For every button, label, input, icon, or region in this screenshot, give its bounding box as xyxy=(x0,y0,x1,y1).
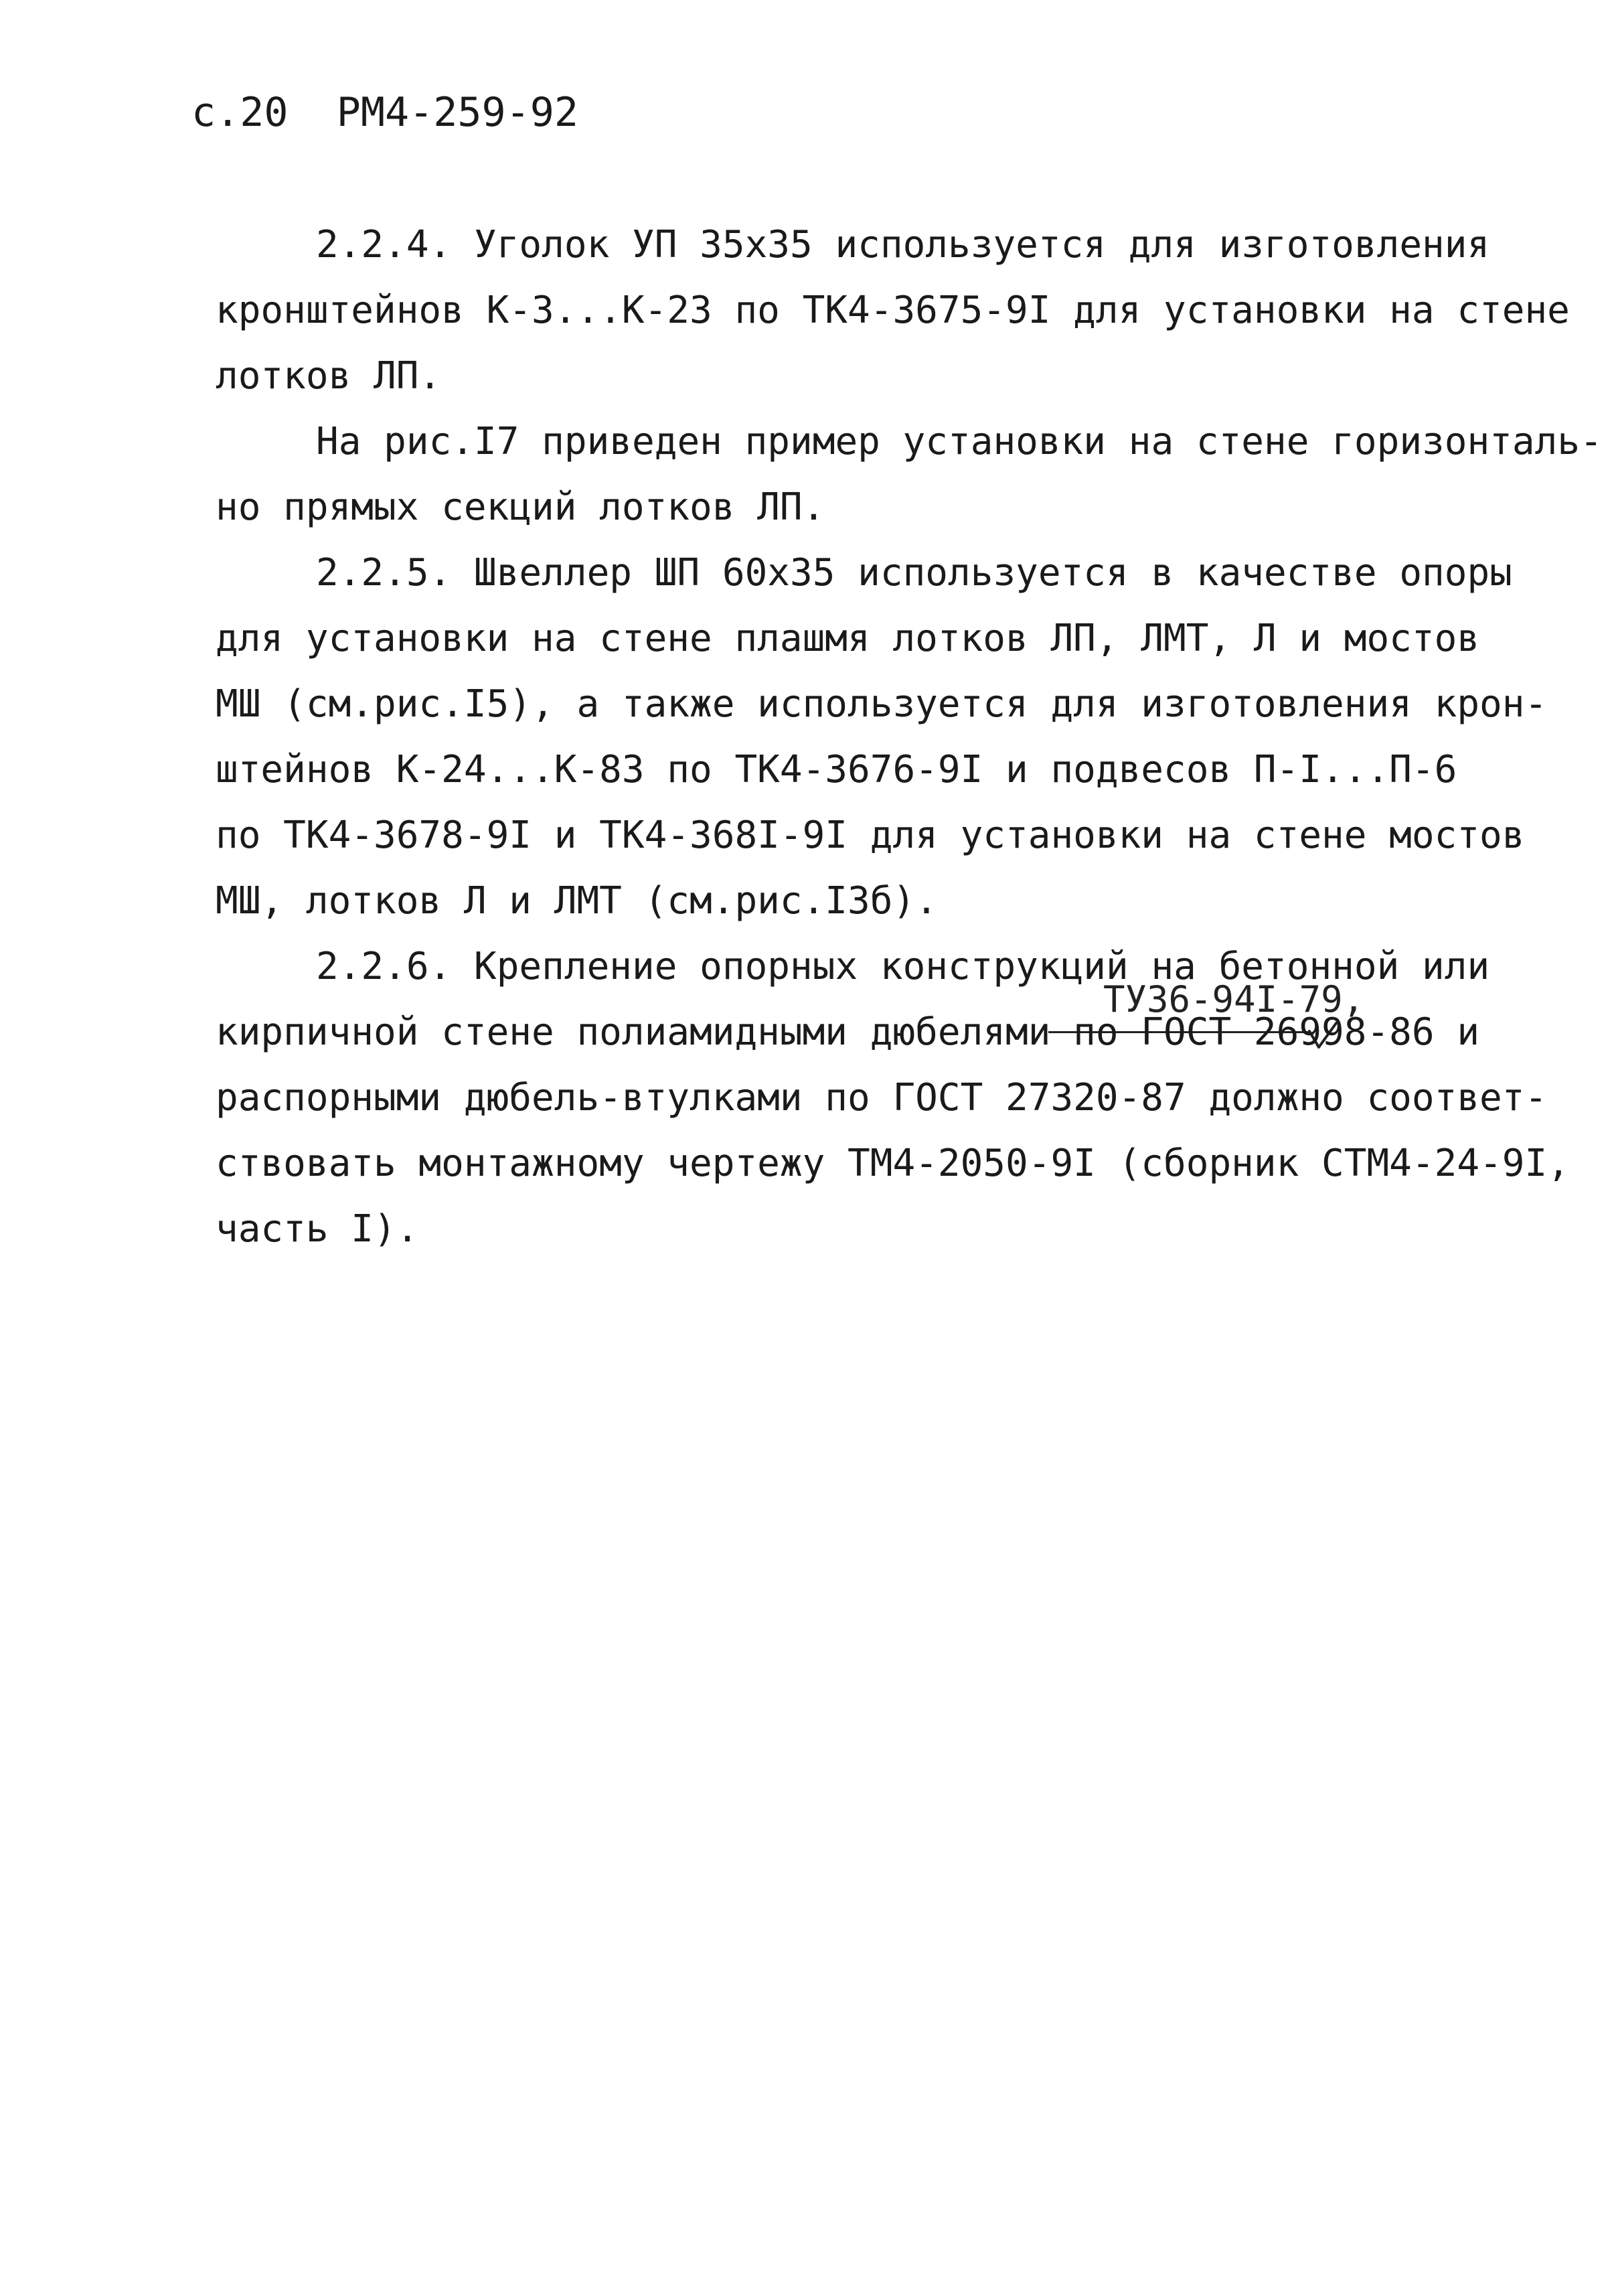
paragraph-line: 2.2.6. Крепление опорных конструкций на бетонной или xyxy=(316,945,1490,988)
paragraph-line: МШ, лотков Л и ЛМТ (см.рис.I3б). xyxy=(216,879,938,923)
paragraph-line: часть I). xyxy=(216,1207,419,1251)
paragraph-line: кирпичной стене полиамидными дюбелями по ГОСТ 26998-86 и xyxy=(216,1010,1480,1054)
page-number: с.20 xyxy=(191,89,289,136)
paragraph-line: 2.2.4. Уголок УП 35х35 используется для изготовления xyxy=(316,223,1490,266)
paragraph-line: распорными дюбель-втулками по ГОСТ 27320-87 должно соответ- xyxy=(216,1076,1548,1120)
paragraph-line: штейнов К-24...К-83 по ТК4-3676-9I и подвесов П-I...П-6 xyxy=(216,748,1457,791)
paragraph-line: кронштейнов К-3...К-23 по ТК4-3675-9I для установки на стене xyxy=(216,289,1570,332)
page-header xyxy=(191,89,578,136)
paragraph-line: для установки на стене плашмя лотков ЛП, ЛМТ, Л и мостов xyxy=(216,617,1480,660)
paragraph-line: На рис.I7 приведен пример установки на стене горизонталь- xyxy=(316,420,1603,463)
paragraph-line: по ТК4-3678-9I и ТК4-368I-9I для установки на стене мостов xyxy=(216,814,1525,857)
paragraph-line: но прямых секций лотков ЛП. xyxy=(216,485,825,529)
handwritten-correction: ТУ36-94I-79, xyxy=(1103,978,1365,1020)
paragraph-line: МШ (см.рис.I5), а также используется для изготовления крон- xyxy=(216,682,1548,726)
paragraph-line: ствовать монтажному чертежу ТМ4-2050-9I (сборник СТМ4-24-9I, xyxy=(216,1142,1570,1185)
paragraph-line: лотков ЛП. xyxy=(216,354,442,398)
paragraph-line: 2.2.5. Швеллер ШП 60х35 используется в качестве опоры xyxy=(316,551,1512,595)
document-code: РМ4-259-92 xyxy=(336,89,578,136)
